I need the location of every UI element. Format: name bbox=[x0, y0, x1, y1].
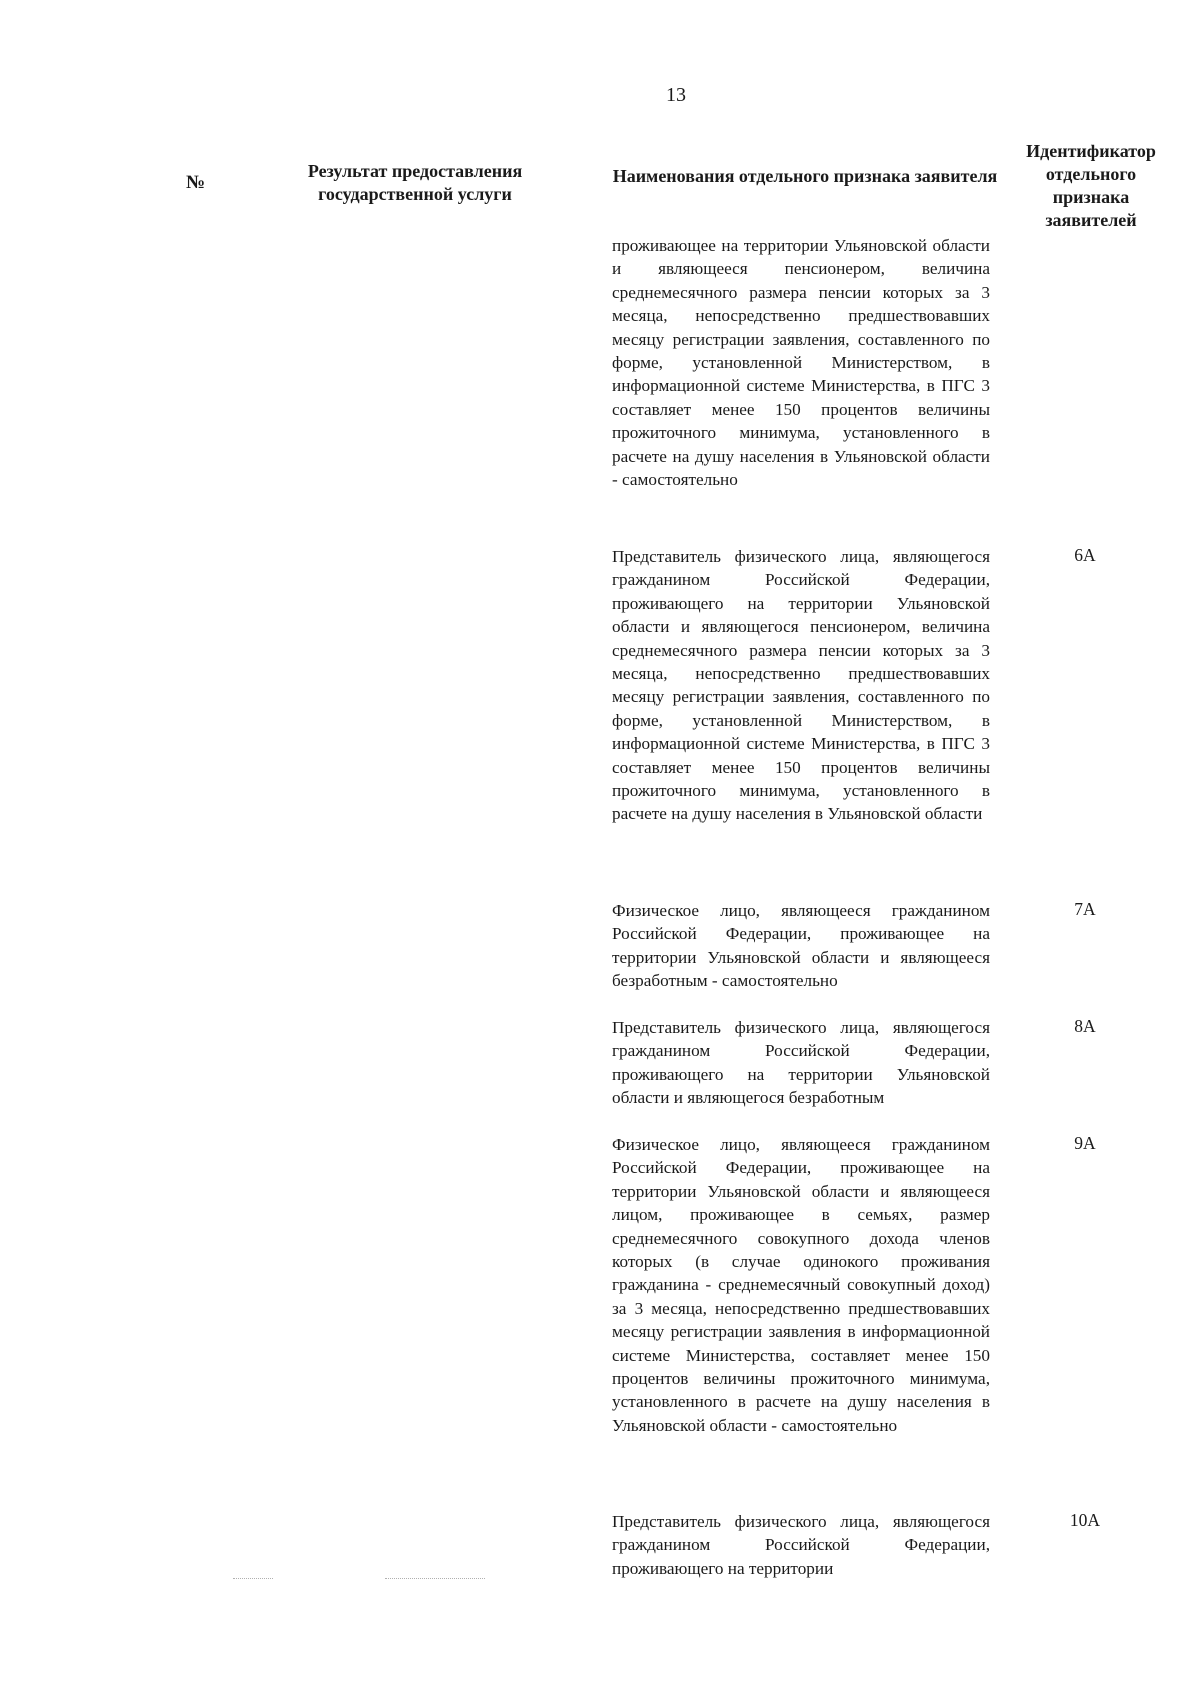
table-row-identifier: 10А bbox=[1069, 1510, 1101, 1530]
table-row-text: Представитель физического лица, являющегося гражданином Российской Федерации, проживающего на территории Ульяновской области и являющегося безработным bbox=[612, 1018, 990, 1108]
column-header-name: Наименования отдельного признака заявителя bbox=[612, 166, 998, 186]
table-row-identifier: 9А bbox=[1074, 1133, 1096, 1153]
table-row-text: Физическое лицо, являющееся гражданином Российской Федерации, проживающее на территории Ульяновской области и являющееся безработным - самостоятельно bbox=[612, 901, 990, 991]
column-header-number: № bbox=[186, 172, 206, 193]
page-number: 13 bbox=[666, 84, 686, 106]
scan-artifact bbox=[385, 1578, 485, 1580]
column-header-identifier: Идентификатор отдельного признака заявителей bbox=[1026, 141, 1156, 230]
table-row-text: Представитель физического лица, являющегося гражданином Российской Федерации, проживающего на территории Ульяновской области и являющегося пенсионером, величина среднемесячного размера пенсии которых за 3 месяца, непосредственно предшествовавших месяцу регистрации заявления, составленного по форме, установленной Министерством, в информационной системе Министерства, в ПГС 3 составляет менее 150 процентов величины прожиточного минимума, установленного в расчете на душу населения в Ульяновской области bbox=[612, 547, 990, 824]
table-row-identifier: 8А bbox=[1074, 1016, 1096, 1036]
table-row-text: Физическое лицо, являющееся гражданином Российской Федерации, проживающее на территории Ульяновской области и являющееся лицом, проживающее в семьях, размер среднемесячного совокупного дохода членов которых (в случае одинокого проживания гражданина - среднемесячный совокупный доход) за 3 месяца, непосредственно предшествовавших месяцу регистрации заявления в информационной системе Министерства, составляет менее 150 процентов величины прожиточного минимума, установленного в расчете на душу населения в Ульяновской области - самостоятельно bbox=[612, 1135, 990, 1435]
table-row-text: проживающее на территории Ульяновской области и являющееся пенсионером, величина среднемесячного размера пенсии которых за 3 месяца, непосредственно предшествовавших месяцу регистрации заявления, составленного по форме, установленной Министерством, в информационной системе Министерства, в ПГС 3 составляет менее 150 процентов величины прожиточного минимума, установленного в расчете на душу населения в Ульяновской области - самостоятельно bbox=[612, 236, 990, 490]
table-row-identifier: 6А bbox=[1074, 545, 1096, 565]
column-header-result: Результат предоставления государственной услуги bbox=[307, 161, 523, 204]
table-row-text: Представитель физического лица, являющегося гражданином Российской Федерации, проживающего на территории bbox=[612, 1512, 990, 1578]
scan-artifact bbox=[233, 1578, 273, 1580]
table-row-identifier: 7А bbox=[1074, 899, 1096, 919]
